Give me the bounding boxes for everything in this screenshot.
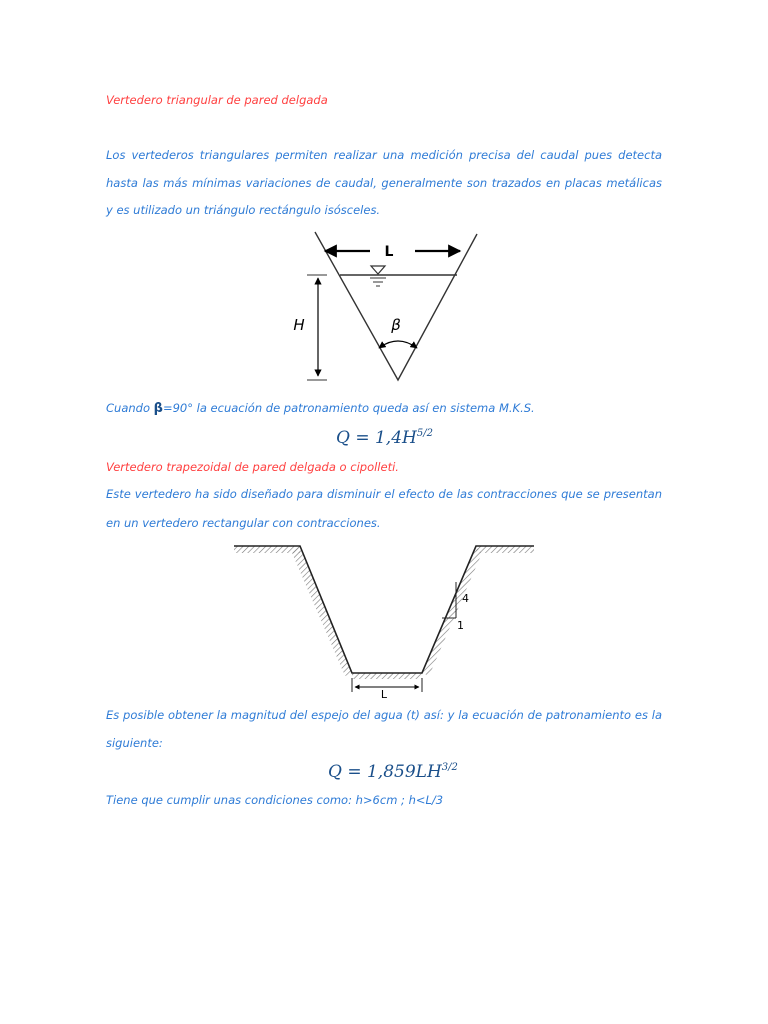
label-l-trap: L — [380, 688, 388, 700]
equation-main: Q = 1,4H — [336, 428, 417, 448]
equation-triangular — [336, 428, 433, 448]
label-1: 1 — [457, 619, 464, 632]
paragraph2-line-1 — [106, 487, 662, 501]
label-4: 4 — [462, 592, 469, 605]
soil-bottom — [352, 673, 422, 679]
triangular-weir-diagram — [285, 230, 485, 390]
label-h: H — [293, 316, 305, 334]
paragraph-line-3: y es utilizado un triángulo rectángulo isósceles. — [106, 203, 381, 217]
paragraph-text: Los vertederos triangulares permiten realizar una medición precisa del caudal pues detecta — [106, 148, 662, 162]
condition-prefix: Cuando — [106, 401, 154, 415]
condition-suffix: =90° la ecuación de patronamiento queda así en sistema M.K.S. — [162, 401, 535, 415]
trapezoidal-weir-diagram — [232, 540, 542, 700]
weir-profile — [234, 546, 534, 673]
soil-right-top — [476, 546, 534, 553]
paragraph3-line-2: siguiente: — [106, 736, 163, 750]
water-level-symbol — [371, 266, 385, 274]
equation-trapezoidal — [328, 762, 458, 782]
paragraph3-line-1 — [106, 708, 662, 722]
equation-exponent: 5/2 — [416, 428, 433, 439]
beta-symbol: β — [153, 401, 163, 416]
beta-angle-arc — [379, 341, 417, 348]
soil-right-slope — [422, 546, 482, 676]
condition-line — [106, 401, 535, 416]
paragraph-text: hasta las más mínimas variaciones de caudal, generalmente son trazados en placas metálicas — [106, 176, 662, 190]
soil-left-slope — [292, 546, 352, 676]
equation-exponent: 3/2 — [441, 762, 458, 773]
paragraph2-line-2: en un vertedero rectangular con contracciones. — [106, 516, 381, 530]
paragraph-line-2 — [106, 176, 662, 190]
label-beta: β — [391, 316, 401, 334]
label-l: L — [384, 244, 394, 260]
soil-left-top — [234, 546, 300, 553]
paragraph-text: Es posible obtener la magnitud del espejo del agua (t) así: y la ecuación de patronamiento es la — [106, 708, 662, 722]
section-title-triangular: Vertedero triangular de pared delgada — [106, 93, 328, 107]
notch-outline — [315, 232, 477, 380]
equation-main: Q = 1,859LH — [328, 762, 442, 782]
paragraph-text: Este vertedero ha sido diseñado para disminuir el efecto de las contracciones que se presentan — [106, 487, 662, 501]
conditions-line: Tiene que cumplir unas condiciones como: h>6cm ; h<L/3 — [106, 793, 444, 807]
section-title-trapezoidal: Vertedero trapezoidal de pared delgada o cipolleti. — [106, 460, 399, 474]
paragraph-line-1 — [106, 148, 662, 162]
